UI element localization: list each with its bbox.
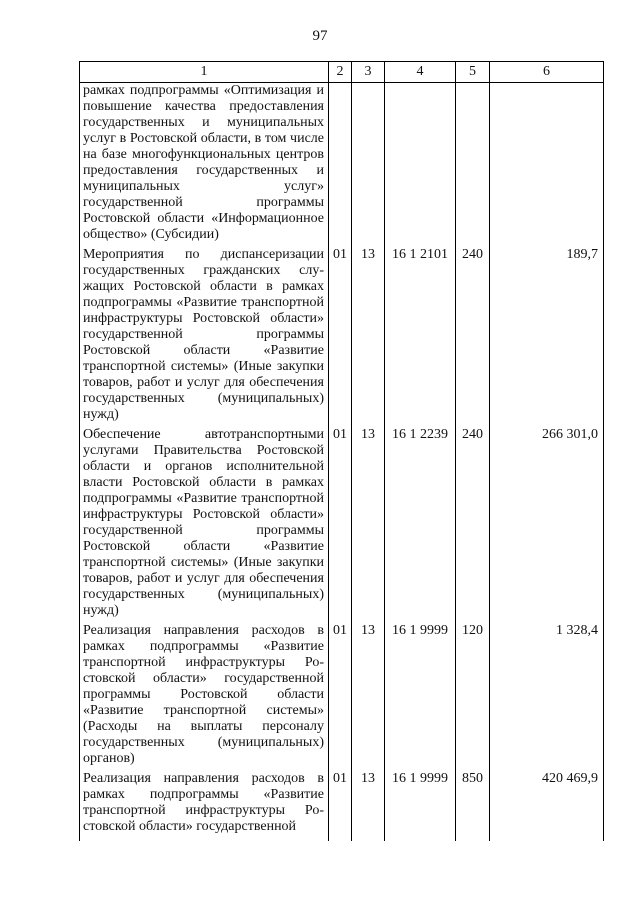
row-target-article: [385, 83, 456, 244]
row-subsection: 13: [352, 619, 385, 767]
row-expense-type: 850: [456, 767, 490, 841]
table-row: [80, 243, 604, 423]
table-row: [80, 423, 604, 619]
row-amount: 266 301,0: [490, 423, 604, 619]
row-subsection: [352, 83, 385, 244]
column-header-3: 3: [352, 62, 385, 83]
page-number: 97: [312, 28, 328, 44]
row-amount: 1 328,4: [490, 619, 604, 767]
row-description: рамках подпрограммы «Оптимизация и повышение качества предоставления государственных и муниципальных услуг в Ростовской области, в том числе на базе многофункциональных центров предоставления государственных и муниципальных услуг» государственной программы Ростовской области «Информационное общество» (Субсидии): [80, 83, 329, 244]
row-section: 01: [329, 767, 352, 841]
row-description: Реализация направления расходов в рамках подпрограммы «Развитие транспортной инфраструктуры Ростовской области» государственной программы Ростовской области «Развитие транспортной системы» (Расходы на выплаты персоналу государственных (муниципальных) органов): [80, 619, 329, 767]
column-header-5: 5: [456, 62, 490, 83]
row-target-article: 16 1 2101: [385, 243, 456, 423]
row-target-article: 16 1 9999: [385, 767, 456, 841]
table-row: [80, 619, 604, 767]
row-subsection: 13: [352, 767, 385, 841]
row-section: [329, 83, 352, 244]
table-header-row: [80, 62, 604, 83]
row-target-article: 16 1 9999: [385, 619, 456, 767]
row-target-article: 16 1 2239: [385, 423, 456, 619]
row-description: Обеспечение автотранспортными услугами Правительства Ростовской области и органов исполнительной власти Ростовской области в рамках подпрограммы «Развитие транспортной инфраструктуры Ростовской области» государственной программы Ростовской области «Развитие транспортной системы» (Иные закупки товаров, работ и услуг для обеспечения государственных (муниципальных) нужд): [80, 423, 329, 619]
row-description: Реализация направления расходов в рамках подпрограммы «Развитие транспортной инфраструктуры Ростовской области» государственной: [80, 767, 329, 841]
column-header-6: 6: [490, 62, 604, 83]
row-amount: 420 469,9: [490, 767, 604, 841]
row-expense-type: 240: [456, 243, 490, 423]
column-header-2: 2: [329, 62, 352, 83]
row-subsection: 13: [352, 423, 385, 619]
row-section: 01: [329, 619, 352, 767]
row-expense-type: [456, 83, 490, 244]
row-amount: [490, 83, 604, 244]
column-header-4: 4: [385, 62, 456, 83]
row-section: 01: [329, 423, 352, 619]
row-expense-type: 120: [456, 619, 490, 767]
row-expense-type: 240: [456, 423, 490, 619]
column-header-1: 1: [80, 62, 329, 83]
budget-table: [79, 61, 604, 841]
table-row: [80, 83, 604, 244]
row-description: Мероприятия по диспансеризации государственных гражданских служащих Ростовской области в рамках подпрограммы «Развитие транспортной инфраструктуры Ростовской области» государственной программы Ростовской области «Развитие транспортной системы» (Иные закупки товаров, работ и услуг для обеспечения государственных (муниципальных) нужд): [80, 243, 329, 423]
row-section: 01: [329, 243, 352, 423]
table-row: [80, 767, 604, 841]
row-subsection: 13: [352, 243, 385, 423]
row-amount: 189,7: [490, 243, 604, 423]
